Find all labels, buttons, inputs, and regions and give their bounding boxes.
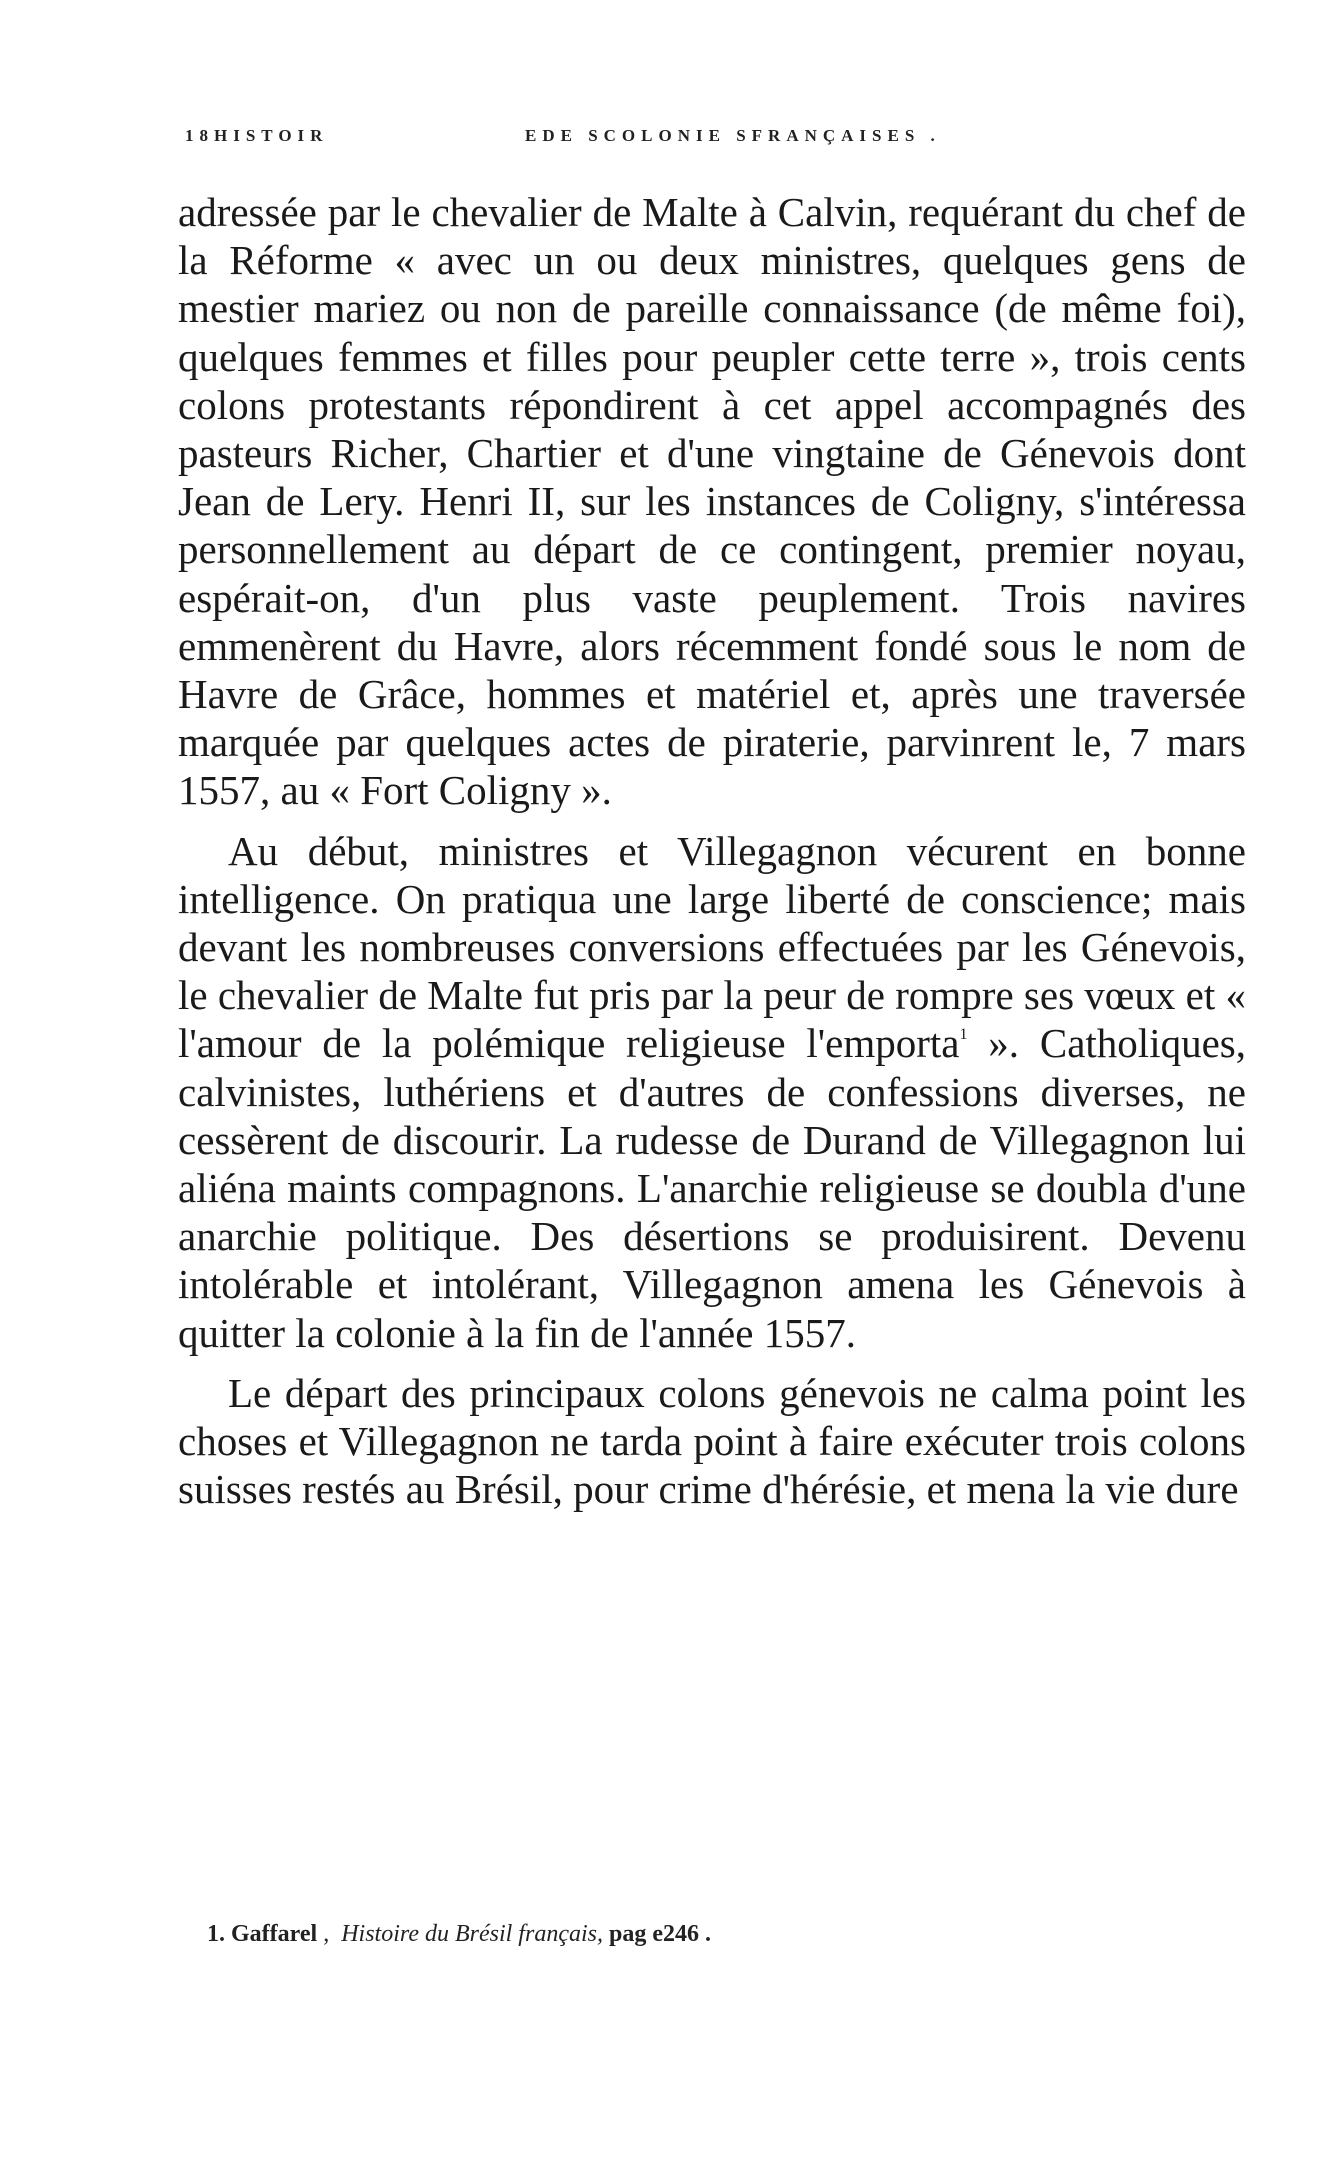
paragraph-text-continued: ». Catholiques, calvinistes, luthériens et d'autres de confessions diverses, ne cessèrent de discourir. La rudesse de Durand de Villegagnon lui aliéna maints compagnons. L'anarchie religieuse se doubla d'une anarchie politique. Des désertions se produisirent. Devenu intolérable et intolérant, Villegagnon amena les Génevois à quitter la colonie à la fin de l'année 1557. — [178, 1020, 1246, 1356]
body-text — [178, 188, 1246, 1513]
footnote-page-number: 246 — [662, 1921, 699, 1947]
paragraph-depart: Le départ des principaux colons génevois ne calma point les choses et Villegagnon ne tarda point à faire exécuter trois colons suisses restés au Brésil, pour crime d'hérésie, et mena la vie dure — [178, 1369, 1246, 1513]
footnote-page-label: pag e — [608, 1921, 663, 1947]
footnote-title: Histoire du Brésil français, — [341, 1921, 603, 1947]
running-head — [185, 126, 1055, 146]
footnote-number: 1. — [207, 1921, 225, 1947]
running-head-title-rest: EDE SCOLONIE SFRANÇAISES . — [525, 126, 941, 145]
paragraph-text: Au début, ministres et Villegagnon vécurent en bonne intelligence. On pratiqua une large liberté de conscience; mais devant les nombreuses conversions effectuées par les Génevois, le chevalier de Malte fut pris par la peur de rompre ses vœux et « l'amour de la polémique religieuse l'emporta — [178, 827, 1246, 1067]
footnote-author: Gaffarel — [231, 1921, 318, 1947]
paragraph-continued: adressée par le chevalier de Malte à Calvin, requérant du chef de la Réforme « avec un ou deux ministres, quelques gens de mestier mariez ou non de pareille connaissance (de même foi), quelques femmes et filles pour peupler cette terre », trois cents colons protestants répondirent à cet appel accompagnés des pasteurs Richer, Chartier et d'une vingtaine de Génevois dont Jean de Lery. Henri II, sur les instances de Coligny, s'intéressa personnellement au départ de ce contingent, premier noyau, espérait-on, d'un plus vaste peuplement. Trois navires emmenèrent du Havre, alors récemment fondé sous le nom de Havre de Grâce, hommes et matériel et, après une traversée marquée par quelques actes de piraterie, parvinrent le, 7 mars 1557, au « Fort Coligny ». — [178, 189, 1246, 814]
paragraph-villegagnon — [178, 827, 1246, 1357]
running-head-page-title: 18HISTOIR — [185, 126, 329, 145]
footnote-reference[interactable]: 1 — [959, 1026, 968, 1044]
footnote-end: . — [704, 1921, 711, 1947]
footnote-separator: , — [323, 1921, 330, 1947]
footnote — [207, 1921, 1107, 1948]
